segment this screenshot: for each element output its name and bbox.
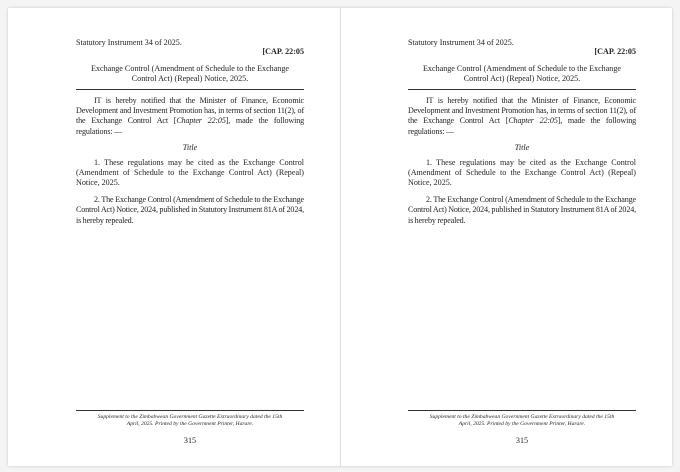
intro-text-start: IT is hereby notified that the Minister of Finance, Economic Development and Investment Promotion has, in terms of section 11(2), of the Exchange Control Act [ bbox=[408, 95, 636, 126]
notice-heading: Exchange Control (Amendment of Schedule to the Exchange Control Act) (Repeal) Notice, 2025. bbox=[422, 63, 621, 84]
instrument-number: Statutory Instrument 34 of 2025. bbox=[76, 38, 182, 47]
intro-text-start: IT is hereby notified that the Minister of Finance, Economic Development and Investment Promotion has, in terms of section 11(2), of the Exchange Control Act [ bbox=[76, 95, 304, 126]
page-number: 315 bbox=[183, 436, 197, 445]
paragraph-2: 2. The Exchange Control (Amendment of Schedule to the Exchange Control Act) Notice, 2024, published in Statutory Instrument 81A of 2024, is hereby repealed. bbox=[76, 194, 304, 225]
title-label: Title bbox=[514, 143, 530, 153]
chapter-citation: Chapter 22:05 bbox=[176, 116, 226, 126]
paragraph-1: 1. These regulations may be cited as the Exchange Control (Amendment of Schedule to the Exchange Control Act) (Repeal) Notice, 2025. bbox=[408, 157, 636, 188]
gazette-note: Supplement to the Zimbabwean Government Gazette Extraordinary dated the 15th April, 2025. Printed by the Government Printer, Harare. bbox=[429, 414, 615, 427]
instrument-number: Statutory Instrument 34 of 2025. bbox=[408, 38, 514, 47]
page-content bbox=[408, 38, 636, 232]
footer-rule bbox=[76, 410, 304, 411]
heading-rule bbox=[408, 89, 636, 90]
page-number: 315 bbox=[515, 436, 529, 445]
intro-paragraph bbox=[408, 96, 636, 138]
page-left bbox=[8, 8, 341, 466]
footer-rule bbox=[408, 410, 636, 411]
page-footer bbox=[408, 410, 636, 445]
heading-rule bbox=[76, 89, 304, 90]
intro-paragraph bbox=[76, 96, 304, 138]
chapter-reference: [CAP. 22:05 bbox=[594, 47, 636, 57]
chapter-reference: [CAP. 22:05 bbox=[262, 47, 304, 57]
paragraph-1: 1. These regulations may be cited as the Exchange Control (Amendment of Schedule to the Exchange Control Act) (Repeal) Notice, 2025. bbox=[76, 157, 304, 188]
notice-heading: Exchange Control (Amendment of Schedule to the Exchange Control Act) (Repeal) Notice, 2025. bbox=[90, 63, 289, 84]
gazette-note: Supplement to the Zimbabwean Government Gazette Extraordinary dated the 15th April, 2025. Printed by the Government Printer, Harare. bbox=[97, 414, 283, 427]
intro-text-end: ], made the following regulations: — bbox=[76, 116, 304, 136]
page-content bbox=[76, 38, 304, 232]
intro-text-end: ], made the following regulations: — bbox=[408, 116, 636, 136]
page-footer bbox=[76, 410, 304, 445]
chapter-citation: Chapter 22:05 bbox=[508, 116, 558, 126]
title-label: Title bbox=[182, 143, 198, 153]
page-right bbox=[340, 8, 672, 466]
document-spread bbox=[8, 8, 672, 466]
paragraph-2: 2. The Exchange Control (Amendment of Schedule to the Exchange Control Act) Notice, 2024, published in Statutory Instrument 81A of 2024, is hereby repealed. bbox=[408, 194, 636, 225]
